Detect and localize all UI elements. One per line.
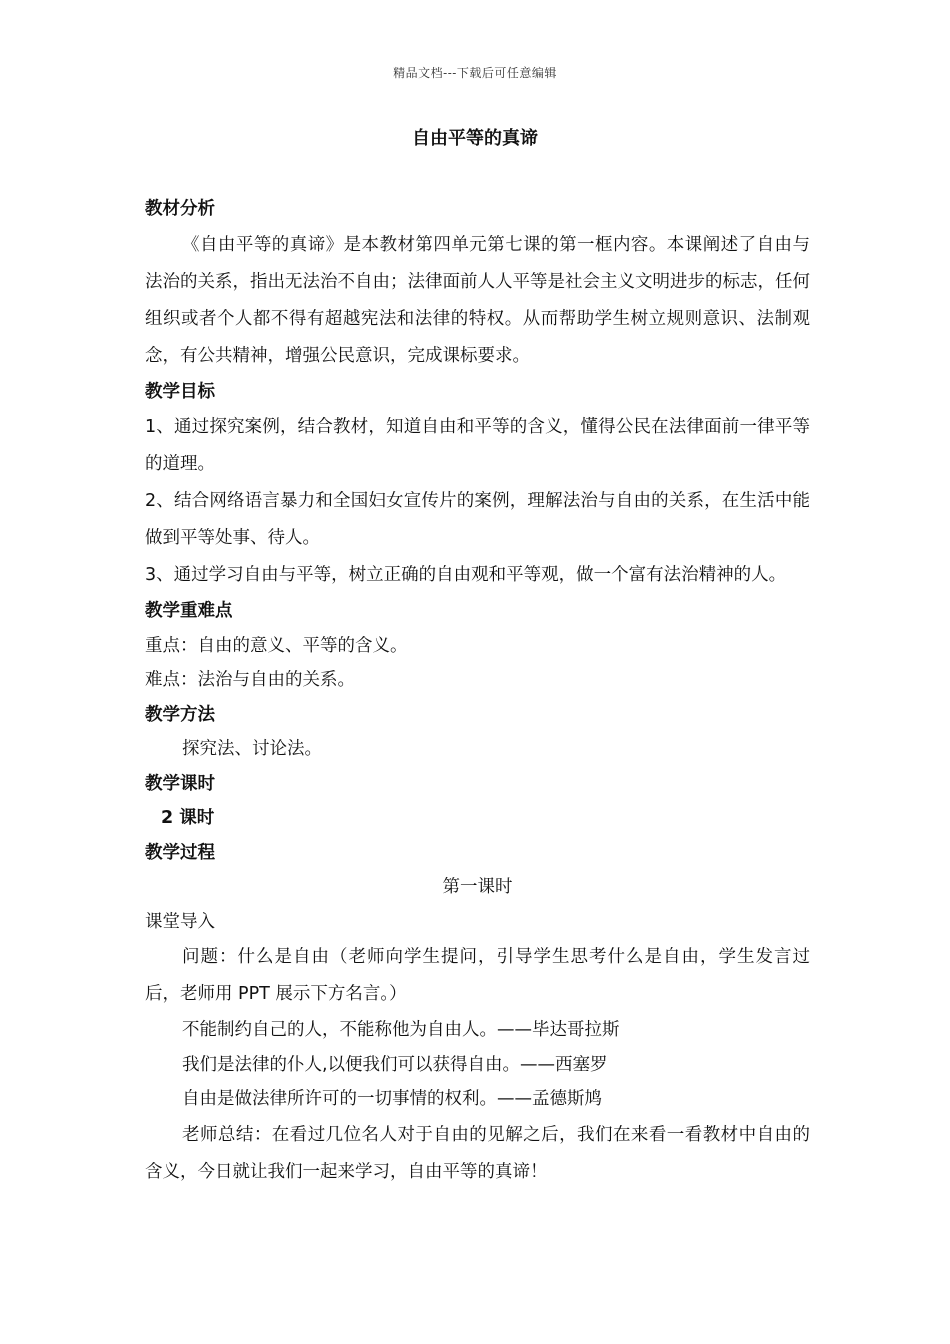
hours-text: 2 课时 <box>161 808 215 828</box>
process-heading: 教学过程 <box>145 842 215 863</box>
question-paragraph: 问题：什么是自由（老师向学生提问，引导学生思考什么是自由，学生发言过后，老师用 PPT 展示下方名言。） <box>145 947 810 1004</box>
hours-heading: 教学课时 <box>145 773 215 794</box>
lesson-title: 第一课时 <box>442 877 513 897</box>
methods-text: 探究法、讨论法。 <box>182 739 322 759</box>
summary-paragraph: 老师总结：在看过几位名人对于自由的见解之后，我们在来看一看教材中自由的含义，今日就让我们一起来学习，自由平等的真谛！ <box>145 1124 810 1182</box>
methods-heading: 教学方法 <box>145 704 215 725</box>
goal-item-1: 1、通过探究案例，结合教材，知道自由和平等的含义，懂得公民在法律面前一律平等的道理。 <box>145 417 810 474</box>
intro-label: 课堂导入 <box>145 911 215 932</box>
analysis-paragraph: 《自由平等的真谛》是本教材第四单元第七课的第一框内容。本课阐述了自由与法治的关系，指出无法治不自由；法律面前人人平等是社会主义文明进步的标志，任何组织或者个人都不得有超越宪法和法律的特权。从而帮助学生树立规则意识、法制观念，有公共精神，增强公民意识，完成课标要求。 <box>145 234 810 366</box>
page-header-watermark: 精品文档---下载后可任意编辑 <box>393 66 557 80</box>
analysis-heading: 教材分析 <box>145 199 215 219</box>
goal-item-2: 2、结合网络语言暴力和全国妇女宣传片的案例，理解法治与自由的关系，在生活中能做到平等处事、待人。 <box>145 491 810 548</box>
keypoint-text: 重点：自由的意义、平等的含义。 <box>145 635 408 656</box>
goals-heading: 教学目标 <box>145 381 215 402</box>
keypoints-heading: 教学重难点 <box>145 601 233 621</box>
document-title: 自由平等的真谛 <box>412 128 538 149</box>
document-body <box>145 192 810 1191</box>
quote-2: 我们是法律的仆人,以便我们可以获得自由。——西塞罗 <box>182 1054 608 1075</box>
quote-1: 不能制约自己的人，不能称他为自由人。——毕达哥拉斯 <box>182 1020 620 1040</box>
difficulty-text: 难点：法治与自由的关系。 <box>145 670 355 690</box>
quote-3: 自由是做法律所许可的一切事情的权利。——孟德斯鸠 <box>182 1089 602 1109</box>
goal-item-3: 3、通过学习自由与平等，树立正确的自由观和平等观，做一个富有法治精神的人。 <box>145 565 787 585</box>
